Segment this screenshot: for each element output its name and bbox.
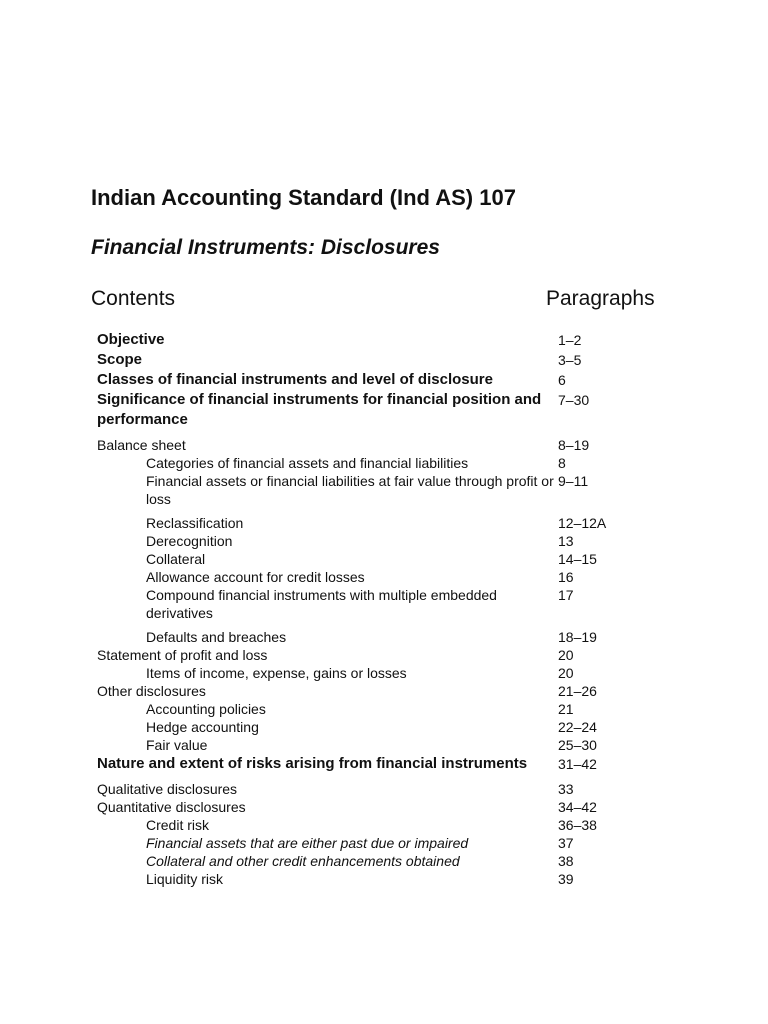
toc-paragraphs: 22–24 xyxy=(558,719,597,735)
toc-paragraphs: 17 xyxy=(558,587,574,603)
contents-header: Contents xyxy=(91,287,176,310)
toc-paragraphs: 31–42 xyxy=(558,756,597,772)
toc-label: Financial assets or financial liabilities at fair value through profit or loss xyxy=(146,473,554,507)
toc-label: Scope xyxy=(97,351,143,368)
toc-paragraphs: 21–26 xyxy=(558,683,597,699)
toc-row xyxy=(97,682,737,700)
toc-label: Objective xyxy=(97,331,165,348)
toc-paragraphs: 3–5 xyxy=(558,352,582,368)
toc-paragraphs: 8 xyxy=(558,455,566,471)
paragraphs-header: Paragraphs xyxy=(546,287,655,310)
toc-row xyxy=(97,834,737,852)
toc-label: Qualitative disclosures xyxy=(97,781,238,797)
toc-paragraphs: 20 xyxy=(558,665,574,681)
toc-row xyxy=(97,568,737,586)
toc-label: Accounting policies xyxy=(146,701,266,717)
toc-paragraphs: 36–38 xyxy=(558,817,597,833)
toc-row xyxy=(97,472,737,508)
toc-paragraphs: 6 xyxy=(558,372,566,388)
document-subtitle: Financial Instruments: Disclosures xyxy=(91,236,440,259)
toc-row xyxy=(97,852,737,870)
toc-label: Liquidity risk xyxy=(146,871,224,887)
toc-row xyxy=(97,780,737,798)
toc-paragraphs: 1–2 xyxy=(558,332,582,348)
toc-row xyxy=(97,436,737,454)
toc-label: Quantitative disclosures xyxy=(97,799,246,815)
toc-row xyxy=(97,370,737,390)
toc-paragraphs: 37 xyxy=(558,835,574,851)
toc-paragraphs: 16 xyxy=(558,569,574,585)
toc-label: Statement of profit and loss xyxy=(97,647,268,663)
toc-row xyxy=(97,330,737,350)
toc-label: Derecognition xyxy=(146,533,233,549)
toc-paragraphs: 25–30 xyxy=(558,737,597,753)
toc-row xyxy=(97,664,737,682)
toc-row xyxy=(97,754,737,774)
toc-row xyxy=(97,454,737,472)
toc-paragraphs: 9–11 xyxy=(558,473,589,489)
toc-row xyxy=(97,718,737,736)
toc-paragraphs: 12–12A xyxy=(558,515,607,531)
toc-label: Categories of financial assets and financial liabilities xyxy=(146,455,469,471)
toc-paragraphs: 8–19 xyxy=(558,437,590,453)
toc-row xyxy=(97,550,737,568)
toc-label: Defaults and breaches xyxy=(146,629,287,645)
toc-label: Nature and extent of risks arising from financial instruments xyxy=(97,755,528,772)
toc-row xyxy=(97,532,737,550)
toc-paragraphs: 33 xyxy=(558,781,574,797)
toc-paragraphs: 21 xyxy=(558,701,574,717)
toc-row xyxy=(97,736,737,754)
toc-label: Allowance account for credit losses xyxy=(146,569,365,585)
toc-paragraphs: 34–42 xyxy=(558,799,597,815)
toc-row xyxy=(97,586,737,622)
toc-label: Reclassification xyxy=(146,515,244,531)
toc-label: Significance of financial instruments for financial position and performance xyxy=(97,391,542,428)
toc-label: Hedge accounting xyxy=(146,719,259,735)
toc-paragraphs: 14–15 xyxy=(558,551,597,567)
table-of-contents xyxy=(97,330,737,888)
toc-label: Compound financial instruments with multiple embedded derivatives xyxy=(146,587,497,621)
toc-label: Collateral and other credit enhancements obtained xyxy=(146,853,460,869)
toc-label: Credit risk xyxy=(146,817,210,833)
toc-row xyxy=(97,514,737,532)
toc-row xyxy=(97,390,737,430)
toc-paragraphs: 20 xyxy=(558,647,574,663)
toc-label: Collateral xyxy=(146,551,206,567)
toc-paragraphs: 38 xyxy=(558,853,574,869)
toc-row xyxy=(97,870,737,888)
toc-row xyxy=(97,700,737,718)
toc-label: Items of income, expense, gains or losses xyxy=(146,665,407,681)
toc-paragraphs: 13 xyxy=(558,533,574,549)
toc-row xyxy=(97,628,737,646)
toc-label: Balance sheet xyxy=(97,437,186,453)
toc-label: Other disclosures xyxy=(97,683,206,699)
toc-paragraphs: 18–19 xyxy=(558,629,597,645)
toc-paragraphs: 39 xyxy=(558,871,574,887)
toc-row xyxy=(97,646,737,664)
toc-label: Fair value xyxy=(146,737,208,753)
toc-row xyxy=(97,798,737,816)
toc-row xyxy=(97,816,737,834)
document-title: Indian Accounting Standard (Ind AS) 107 xyxy=(91,185,516,210)
toc-paragraphs: 7–30 xyxy=(558,392,590,408)
toc-row xyxy=(97,350,737,370)
toc-label: Classes of financial instruments and level of disclosure xyxy=(97,371,493,388)
toc-label: Financial assets that are either past due or impaired xyxy=(146,835,469,851)
